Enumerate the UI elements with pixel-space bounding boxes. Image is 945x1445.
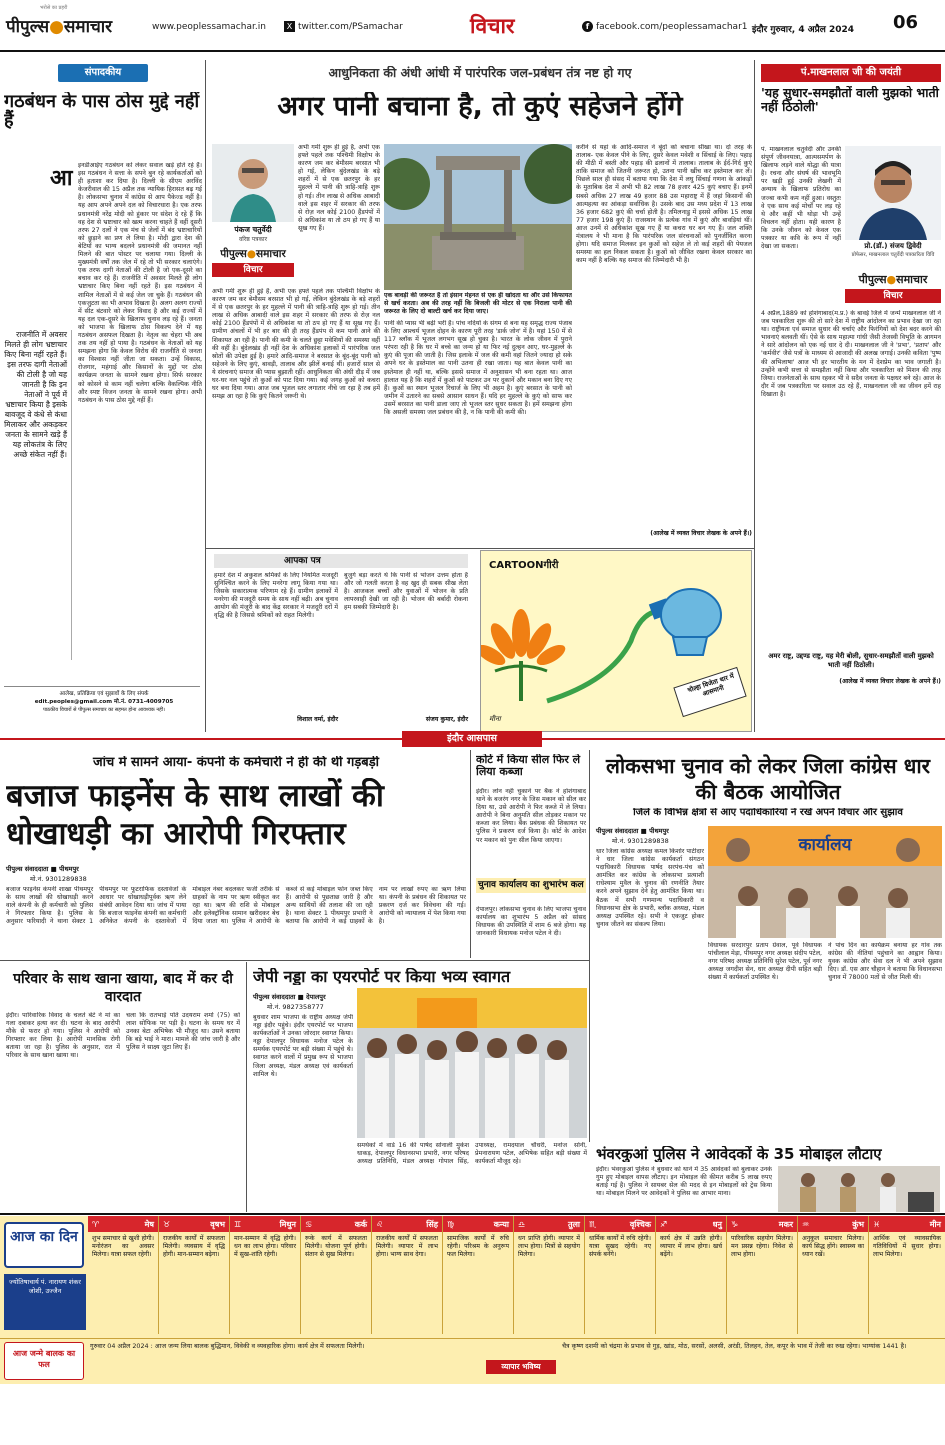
right-section-tag: पं.माखनलाल जी की जयंती — [761, 64, 941, 82]
zodiac-cancer — [301, 1216, 372, 1334]
zodiac-taurus — [159, 1216, 230, 1334]
page-number: 06 — [893, 12, 919, 33]
seal-sub-headline: चुनाव कार्यालय का शुभारंभ कल — [476, 878, 586, 893]
right-body1: पं. माखनलाल चतुर्वेदी और उनकी संपूर्ण जीवनयात्रा, आत्मसमर्पण के खिलाफ लड़ने वाले योद्धा की यात्रा है। रचना और संघर्ष की भावभूमि पर खड़ी हुई उनकी लेखनी में अन्याय के खिलाफ प्रतिरोध का जज्बा कभी कम नहीं हुआ। वस्तुतः वे एक साथ कई मोर्चों पर लड़ रहे थे और कहीं भी थोड़ा भी उन्हें विचलन नहीं होता। यही कारण है कि उनके जीवन को केवल एक पत्रकार या कवि के रूप में नहीं देखा जा सकता। — [761, 146, 841, 251]
horoscope-top-rule — [0, 1213, 945, 1215]
zodiac-gemini-icon: ♊ — [234, 1219, 242, 1229]
zodiac-gemini-header — [230, 1216, 300, 1232]
zodiac-cancer-name: कर्क — [354, 1219, 367, 1229]
editorial-footer-email[interactable]: edit.peoples@gmail.com मो.नं. 0731-4009705 — [34, 699, 174, 705]
birth-title: आज जन्मे बालक का फल — [12, 1349, 76, 1369]
nadda-byline: पीपुल्स संवाददाता ■ देपालपुर — [253, 993, 326, 1001]
zodiac-scorpio-icon: ♏ — [589, 1219, 597, 1229]
editorial-pullquote — [4, 330, 72, 660]
letter1-text: हमारे देश में अकुशल श्रमिकों के लिए नियमित मजदूरी सुनिश्चित करने के लिए मनरेगा लागू किया गया था। जिसके सकारात्मक परिणाम रहे हैं। ग्रामीण इलाकों में मनरेगा की मजदूरी समय के साथ नहीं बढ़ी। अब चुनाव आयोग की मंजूरी के बाद केंद्र सरकार ने मजदूरी दरों में वृद्धि की है जिससे श्रमिकों को राहत मिलेगी। — [214, 572, 338, 620]
zodiac-libra-header — [514, 1216, 584, 1232]
zodiac-pisces-icon: ♓ — [873, 1219, 881, 1229]
website-link[interactable]: www.peoplessamachar.in — [152, 22, 266, 32]
editorial-footer-contact — [4, 690, 204, 714]
seal-kicker: कोर्ट में किया सील फिर ले लिया कब्जा — [476, 754, 581, 778]
lead-article — [206, 58, 754, 548]
zodiac-leo — [372, 1216, 443, 1334]
right-badge-logo: पीपुल्स●समाचार — [858, 273, 928, 286]
local-bar-title: इंदौर आसपास — [402, 731, 542, 747]
zodiac-capricorn — [727, 1216, 798, 1334]
right-body2: 4 अप्रैल,1889 को होशंगाबाद(म.प्र.) के बावई जिले में जन्में माखनलाल जी ने जब पत्रकारिता शुरू की तो सारे देश में राष्ट्रीय आंदोलन का प्रभाव देखा जा रहा था। राष्ट्रीयता एवं समाज सुधार की चर्चाएं और फिरंगियों को देश बदर करने की भावनाएं बलवती थीं। ऐसे के साथ महात्मा गांधी जैसी तेजस्वी विभूति के आगमन ने सारे आंदोलन को एक नई धार दे दी। माखनलाल जी ने 'प्रभा', 'प्रताप' और 'कर्मवीर' जैसे पत्रों के माध्यम से आजादी की अलख जगाई। उनकी कविता 'पुष्प की अभिलाषा' आज भी हर भारतीय के मन में देशप्रेम का भाव जगाती है। उन्होंने कभी सत्ता से समझौता नहीं किया और पत्रकारिता को मिशन की तरह जिया। राजनेताओं के साथ रहकर भी वे सदैव जनता के पक्षधर बने रहे। आज के दौर में जब पत्रकारिता पर सवाल उठ रहे हैं, माखनलाल जी का जीवन हमें राह दिखाता है। — [761, 310, 941, 398]
zodiac-aquarius — [798, 1216, 869, 1334]
well-photo — [384, 144, 572, 290]
zodiac-aries-text: शुभ समाचार से खुशी होगी। मनोरंजन का अवसर मिलेगा। यात्रा सफल रहेगी। — [92, 1235, 154, 1258]
zodiac-virgo-text: सामाजिक कार्यों में रुचि रहेगी। परिश्रम के अनुरूप फल मिलेगा। — [447, 1235, 509, 1258]
lead-col2: पानी की प्यास भी बढ़ी भरी है। पांच नदियों के संगम से बना यह समृद्ध राज्य पंजाब के लिए आश्चर्य भूजल दोहन के कारण पूरी तरह 'डार्क जोन' में है। यहां 150 में से 117 ब्लॉक में भूजल लगभग सूख हो चुका है। भारत के लोक जीवन में पुराने परंपरा रही है कि घर में बच्चे का जन्म हो या फिर नई दुल्हन आए, घर-मुहल्ले के कुएं की पूजा की जाती है। जिस इलाके में जल की कमी वहां जितने ज्यादा हो सके अपने घर के इस्तेमाल का पानी उतना ही रखा जाता। यह बात केवल पानी का इस्तेमाल ही नहीं था, बल्कि इससे समाज में अनुशासन भी बना रहता था। आज हालात यह है कि शहरों में कुओं को पाटकर उन पर दुकानें और मकान बना दिए गए हैं। कुओं का स्थान भूजल रिचार्ज के लिए भी अहम है। कुएं बरसात के पानी को जमीन में उतारने का सबसे आसान साधन हैं। यदि हर मुहल्ले के कुएं को साफ कर उसमें बरसात का पानी डाला जाए तो भूजल स्तर सुधर सकता है। हमें समझना होगा कि असली समस्या जल प्रबंधन की है, न कि पानी की कमी की। — [384, 320, 572, 417]
zodiac-scorpio — [585, 1216, 656, 1334]
letters-top-rule — [206, 548, 754, 549]
zodiac-aquarius-name: कुंभ — [852, 1219, 864, 1229]
zodiac-libra-icon: ♎ — [518, 1219, 526, 1229]
zodiac-sagittarius — [656, 1216, 727, 1334]
letter2-text: बुजुर्ग बड़ा करते थे कि पानी से भोजन उत्तम होता है और जो गलती करता है वह खुद ही सबक सीख लेता है। आजकल बच्चों और युवाओं में भोजन के प्रति लापरवाही देखी जा रही है। भोजन की बर्बादी रोकना हम सबकी जिम्मेदारी है। — [344, 572, 468, 612]
bhawar-body: इंदौर। भंवरकुआं पुलिस ने बुधवार को थाने में 35 आवेदकों को बुलाकर उनके गुम हुए मोबाइल वापस लौटाए। इन मोबाइल की कीमत करीब 5 लाख रुपए बताई गई है। पुलिस ने सायबर सेल की मदद से इन मोबाइलों को ट्रेस किया था। मोबाइल मिलने पर आवेदकों ने पुलिस का आभार माना। — [596, 1166, 772, 1198]
birth-text: गुरुवार 04 अप्रैल 2024 : आज जन्म लिया बालक बुद्धिमान, विवेकी व व्यवहारिक होगा। कार्य क्षेत्र में सफलता मिलेगी। — [90, 1342, 365, 1350]
lead-paper-badge — [212, 247, 294, 283]
masthead-tagline: भरोसे का प्रहरी — [40, 5, 68, 11]
right-author-photo — [845, 146, 941, 240]
editorial-tag: संपादकीय — [58, 64, 148, 82]
dateline: इंदौर गुरुवार, 4 अप्रैल 2024 — [752, 25, 855, 35]
well-graphic — [384, 144, 572, 290]
zodiac-capricorn-text: पारिवारिक सहयोग मिलेगा। मन प्रसन्न रहेगा। निवेश से लाभ होगा। — [731, 1235, 793, 1258]
family-story — [0, 962, 246, 1212]
zodiac-capricorn-header — [727, 1216, 797, 1232]
congress-col3: ने पांच दिन का कार्यक्रम बनाया हर गांव तक कांग्रेस की नीतियां पहुंचाने का आह्वान किया। युवक कांग्रेस और सेवा दल ने भी अपने सुझाव दिए। डॉ. एस आर चौहान ने बताया कि विधानसभा चुनाव में 78000 मतों से जीत मिली थी। — [828, 942, 942, 982]
facebook-link[interactable]: facebook.com/peoplessamachar1 — [596, 22, 748, 32]
bhawar-headline: भंवरकुआं पुलिस ने आवेदकों के 35 मोबाइल लौटाए — [596, 1146, 882, 1163]
zodiac-sagittarius-name: धनु — [712, 1219, 722, 1229]
zodiac-leo-icon: ♌ — [376, 1219, 384, 1229]
zodiac-virgo — [443, 1216, 514, 1334]
editorial-body: इनडीआईए गठबंधन को लेकर सवाल खड़े होते रहे हैं। इस गठबंधन ने सत्ता के सपने बुन रहे कार्यकर्ताओं को ही हताशा कर दिया है। दिल्ली के सीएम अरविंद केजरीवाल की 15 अप्रैल तक न्यायिक हिरासत बढ़ गई है। लोकसभा चुनाव में कांग्रेस से आप पैकेज्ड नहीं है। यह आप अपने अपने दल को विचारधारा है। एक तरफ प्रधानमंत्री नरेंद्र मोदी को हुंकार पर संदेश दे रहे हैं कि वह देश से भ्रष्टाचार को खत्म करना चाहते हैं वहीं दूसरी तरफ 27 दलों ने एक मंच से जेलों में बंद भ्रष्टाचारियों को छुड़ाने का प्रण ले लिया है। मोदी द्वारा देश की बेटियों का भाग्य बदलने प्रधानमंत्री की जमानत नहीं मिलने की बात पोस्टर पर चलाया गया। दिल्ली के मुख्यमंत्री वर्षों तक जेल में रहे तो भी सरकार चलाएंगे। एक तरफ दागी नेताओं की टोली है जो एक-दूसरे का बचाव कर रहे हैं। राजनीति में अवसर मिलते ही लोग भ्रष्टाचार किए बिना नहीं रहते हैं। इस गठबंधन में शामिल नेताओं में से कई जेल जा चुके हैं। गठबंधन की एकजुटता का भी अभाव दिखता है। अलग अलग राज्यों में सीट बंटवारे को लेकर विवाद है और कई राज्यों में यह दल एक-दूसरे के खिलाफ चुनाव लड़ रहे हैं। जनता को भाजपा के खिलाफ ठोस विकल्प देने में यह गठबंधन असफल दिखता है। नेतृत्व का चेहरा भी अब तक तय नहीं हो पाया है। गठबंधन के नेताओं को यह समझना होगा कि केवल विरोध की राजनीति से जनता का विश्वास नहीं जीता जा सकता। उन्हें विकास, रोजगार, महंगाई और किसानों के मुद्दों पर ठोस कार्यक्रम जनता के सामने रखना होगा। सिर्फ सरकार को कोसने से काम नहीं चलेगा बल्कि वैकल्पिक नीति और स्पष्ट विजन जनता के सामने रखना होगा। अभी गठबंधन के पास ठोस मुद्दे नहीं हैं। — [78, 162, 202, 404]
zodiac-gemini-name: मिथुन — [279, 1219, 296, 1229]
zodiac-aries-header — [88, 1216, 158, 1232]
bajaj-byline: पीपुल्स संवाददाता ■ पीथमपुर — [6, 865, 79, 873]
cartoon-signature: मीना — [489, 715, 501, 723]
zodiac-pisces — [869, 1216, 945, 1334]
badge-section: विचार — [212, 263, 294, 277]
letter1-sign: विशाल वर्मा, इंदौर — [297, 716, 338, 723]
zodiac-taurus-text: राजकीय कार्यों में सफलता मिलेगी। व्यवसाय में वृद्धि होगी। मान-सम्मान बढ़ेगा। — [163, 1235, 225, 1258]
bhawar-police-graphic — [778, 1166, 940, 1212]
bajaj-kicker: जांच में सामने आया- कंपनी के कर्मचारी ने ही की थी गड़बड़ी — [92, 756, 380, 770]
right-poem: अमर राष्ट्र, उद्दण्ड राष्ट्र, यह मेरी बोली, सुधार-समझौतों वाली मुझको भाती नहीं ठिठोली। — [768, 652, 934, 669]
zodiac-pisces-header — [869, 1216, 945, 1232]
zodiac-aries — [88, 1216, 159, 1334]
right-author-portrait — [845, 146, 941, 240]
zodiac-scorpio-name: वृश्चिक — [629, 1219, 651, 1229]
nadda-phone: मो.नं. 9827358777 — [267, 1003, 324, 1011]
congress-story — [590, 750, 945, 1142]
cartoon-box — [480, 550, 752, 732]
zodiac-cancer-icon: ♋ — [305, 1219, 313, 1229]
badge-logo: पीपुल्स●समाचार — [220, 248, 286, 260]
zodiac-aries-name: मेष — [144, 1219, 154, 1229]
zodiac-cancer-header — [301, 1216, 371, 1232]
zodiac-scorpio-header — [585, 1216, 655, 1232]
right-footnote: (आलेख में व्यक्त विचार लेखक के अपने हैं।) — [839, 678, 941, 685]
editorial-column — [0, 58, 205, 733]
right-column — [755, 58, 945, 733]
zodiac-aquarius-icon: ♒ — [802, 1219, 810, 1229]
horoscope-author: ज्योतिषाचार्य पं. नारायण शंकर जोशी, उज्जैन — [4, 1274, 86, 1330]
family-top-rule — [0, 960, 589, 961]
nadda-headline: जेपी नड्डा का एयरपोर्ट पर किया भव्य स्वागत — [253, 968, 511, 986]
congress-headline: लोकसभा चुनाव को लेकर जिला कांग्रेस धार की बैठक आयोजित — [605, 754, 931, 804]
horoscope-bottom-fill — [0, 1384, 945, 1445]
zodiac-virgo-icon: ♍ — [447, 1219, 455, 1229]
letters-title: आपका पत्र — [214, 554, 468, 568]
editorial-footer-rule — [4, 686, 200, 687]
zodiac-capricorn-name: मकर — [778, 1219, 793, 1229]
market-text: चैत्र कृष्ण दशमी को चंद्रमा के प्रभाव से गुड़, खांड, मोठ, सरसों, अलसी, अरंडी, तिलहन, तेल, कपूर के भाव में तेजी का रुख रहेगा। भाग्यांक 1441 है। — [562, 1342, 907, 1350]
author-photo — [212, 144, 294, 222]
zodiac-taurus-icon: ♉ — [163, 1219, 171, 1229]
zodiac-sagittarius-icon: ♐ — [660, 1219, 668, 1229]
facebook-icon: f — [582, 21, 593, 32]
letter2-sign: संजय कुमार, इंदौर — [425, 716, 468, 723]
nadda-story — [247, 962, 589, 1212]
editorial-headline: गठबंधन के पास ठोस मुद्दे नहीं हैं — [4, 92, 200, 131]
seal-body: इंदौर। लोन नहीं चुकाने पर बैंक ने होशंगाबाद थाने के बजरंग नगर के जिस मकान को सील कर दिया था, उसे आरोपी ने फिर कब्जे में ले लिया। आरोपी ने बिना अनुमति सील तोड़कर मकान पर कब्जा कर लिया। बैंक प्रबंधक की शिकायत पर पुलिस ने प्रकरण दर्ज किया है। कोर्ट के आदेश पर मकान को पुनः सील किया जाएगा। — [476, 788, 586, 844]
nadda-col1: बुधवार शाम भाजपा के राष्ट्रीय अध्यक्ष जेपी नड्डा इंदौर पहुंचे। इंदौर एयरपोर्ट पर भाजपा कार्यकर्ताओं ने उनका जोरदार स्वागत किया। नड्डा देपालपुर विधायक मनोज पटेल के समर्थक एयरपोर्ट पर बड़ी संख्या में पहुंचे थे। स्वागत करने वालों में प्रमुख रूप से भाजपा जिला अध्यक्ष, मंडल अध्यक्ष एवं कार्यकर्ता शामिल थे। — [253, 1014, 353, 1078]
masthead — [0, 0, 945, 58]
zodiac-pisces-name: मीन — [929, 1219, 941, 1229]
zodiac-leo-header — [372, 1216, 442, 1232]
letters-box — [206, 550, 476, 732]
zodiac-virgo-header — [443, 1216, 513, 1232]
zodiac-libra-text: धन प्राप्ति होगी। व्यापार में लाभ होगा। मित्रों से सहयोग मिलेगा। — [518, 1235, 580, 1258]
section-title: विचार — [470, 14, 515, 38]
zodiac-cancer-text: रूके कार्य में सफलता मिलेगी। योजना पूर्ण होगी। संतान से सुख मिलेगा। — [305, 1235, 367, 1258]
congress-byline: पीपुल्स संवाददाता ■ पीथमपुर — [596, 827, 669, 835]
cartoon-title: CARTOONगीरी — [489, 560, 559, 571]
author-portrait-graphic — [212, 144, 294, 222]
zodiac-aries-icon: ♈ — [92, 1219, 100, 1229]
family-headline: परिवार के साथ खाना खाया, बाद में कर दी वारदात — [13, 971, 233, 1006]
right-badge-section: विचार — [845, 289, 941, 303]
zodiac-aquarius-text: अनुकूल समाचार मिलेगा। कार्य सिद्ध होंगे। स्वास्थ्य का ध्यान रखें। — [802, 1235, 864, 1258]
congress-subhead: जिले के विभिन्न क्षेत्रों से आए पदाधिकारियों ने रखे अपने विचार और सुझाव — [633, 808, 903, 818]
bajaj-phone: मो.नं. 9301289838 — [30, 875, 87, 883]
zodiac-libra — [514, 1216, 585, 1334]
seal-sub-body: देपालपुर। लोकसभा चुनाव के लिए भाजपा चुनाव कार्यालय का शुभारंभ 5 अप्रैल को सांसद विधायक की उपस्थिति में शाम 6 बजे होगा। यह जानकारी विधायक मनोज पटेल ने दी। — [476, 906, 586, 938]
family-col1: इंदौर। पारिवारिक विवाद के चलते बेटे ने मां का गला दबाकर हत्या कर दी। घटना के बाद आरोपी मौके से फरार हो गया। पुलिस ने आरोपी को गिरफ्तार कर लिया है। आरोपी मानसिक रोगी बताया जा रहा है। पुलिस के अनुसार, रात में परिवार के साथ खाना खाया था। — [6, 1012, 120, 1060]
author-role: वरिष्ठ पत्रकार — [238, 236, 268, 243]
lead-col1-top: अभी गर्मी शुरू ही हुई है, अभी एक हफ्ते पहले तक पश्चिमी विक्षोभ के कारण जम कर बेमौसम बरसात भी हो गई, लेकिन बुंदेलखंड के बड़े शहरों में से एक छतरपुर के हर मुहल्ले में पानी की त्राहि-त्राहि शुरू हो गई। तीन लाख से अधिक आबादी वाले इस शहर में सरकार की तरफ से रोज़ नल कोई 2100 हैंडपंपों में से अधिकांश या तो ठप हो गए हैं या सूख गए हैं। — [298, 144, 380, 232]
editorial-dropcap: आ — [50, 166, 73, 191]
zodiac-gemini — [230, 1216, 301, 1334]
right-author-name: प्रो.(डॉ.) संजय द्विवेदी — [864, 242, 922, 250]
right-author-role: प्रोफेसर, माखनलाल चतुर्वेदी पत्रकारिता विवि — [851, 252, 935, 258]
editorial-footer-disclaimer: पाठकीय विचारों से पीपुल्स समाचार का सहमत होना आवश्यक नहीं। — [43, 707, 165, 713]
twitter-link[interactable]: twitter.com/PSamachar — [298, 22, 403, 32]
nadda-crowd-graphic — [357, 988, 587, 1138]
right-paper-badge — [845, 272, 941, 306]
zodiac-libra-name: तुला — [567, 1219, 580, 1229]
nadda-photo — [357, 988, 587, 1138]
zodiac-virgo-name: कन्या — [493, 1219, 509, 1229]
bajaj-headline: बजाज फाइनेंस के साथ लाखों की धोखाधड़ी का आरोपी गिरफ्तार — [6, 778, 384, 852]
family-col2: चला कि रातभाई पति उदयराम शर्मा (75) को लाश सोफिक पर पड़ी है। घटना के समय घर में उनका बेटा अभिषेक भी मौजूद था। उसने बताया कि बड़े भाई ने मारा। मामले की जांच जारी है और पुलिस ने साक्ष्य जुटा लिए हैं। — [126, 1012, 240, 1052]
lead-headline: अगर पानी बचाना है, तो कुएं सहेजने होंगे — [277, 92, 683, 122]
cartoon-glove-label: चोल्हा विजेता धार में आसमानी — [686, 671, 735, 698]
congress-col2: विधायक सरदारपुर प्रताप ग्रेवाल, पूर्व विधायक पांचीलाल मेड़ा, पीथमपुर नगर अध्यक्ष संदीप पटेल, नगर परिषद अध्यक्ष प्रतिनिधि सुरेश पटेल, पूर्व नगर अध्यक्ष जगदीश सेन, धार अध्यक्ष दीपी सहित बड़ी संख्या में कार्यकर्ता उपस्थित थे। — [708, 942, 822, 982]
horoscope-footer-rule — [0, 1338, 945, 1339]
seal-story — [471, 750, 589, 958]
bhawar-story — [590, 1142, 945, 1214]
lead-col1: अभी गर्मी शुरू ही हुई है, अभी एक हफ्ते पहले तक पश्चिमी विक्षोभ के कारण जम कर बेमौसम बरसात भी हो गई, लेकिन बुंदेलखंड के बड़े शहरों में से एक छतरपुर के हर मुहल्ले में पानी की त्राहि-त्राहि शुरू हो गई। तीन लाख से अधिक आबादी वाले इस शहर में सरकार की तरफ से रोज़ नल कोई 2100 हैंडपंपों में से अधिकांश या तो ठप हो गए हैं या सूख गए हैं। ग्रामीण अंचलों में भी हर बार की ही तरह हैंडपंप से कम पानी आने की शिकायत आ रही है। पानी की कमी के चलते छुट्टा मवेशियों की समस्या वहीं की वहीं है। बुंदेलखंड ही नहीं देश के अधिकांश इलाकों में पारंपरिक जल स्रोतों की उपेक्षा हुई है। हमारे आदि-समाज ने बरसात के बूंद-बूंद पानी को सहेजने के लिए कुएं, बावड़ी, तालाब और झीलें बनाई थीं। हजारों साल से ये संरचनाएं समाज की प्यास बुझाती रहीं। आधुनिकता की अंधी दौड़ में जब घर-घर नल पहुंचे तो कुओं को पाट दिया गया। कई जगह कुओं को कचरा घर बना दिया गया। आज जब भूजल स्तर लगातार नीचे जा रहा है तब हमें समझ आ रहा है कि कुएं कितने जरूरी थे। — [212, 288, 380, 401]
zodiac-taurus-header — [159, 1216, 229, 1232]
masthead-logo: पीपुल्स●समाचार — [6, 17, 113, 37]
horoscope-title-box — [4, 1222, 84, 1268]
bajaj-body: बजाज फाइनेंस कंपनी शाखा पीथमपुर के साथ लाखों की धोखाधड़ी करने वाले कंपनी के ही कर्मचारी को पुलिस ने गिरफ्तार किया है। पुलिस के अनुसार फरियादी ने थाना सेक्टर 1 पीथमपुर पर फूटराफिक दस्तावेजों के आधार पर धोखाधड़ीपूर्वक ऋण लेने संबंधी आवेदन दिया था। जांच में पाया कि बजाज फाइनेंस कंपनी का कर्मचारी अनिकेत कंपनी के दस्तावेजों में मोबाइल नंबर बदलकर फर्जी तरीके से ग्राहकों के नाम पर ऋण स्वीकृत कर रहा था। ऋण की राशि से मोबाइल और इलेक्ट्रॉनिक सामान खरीदकर बेच दिया जाता था। पुलिस ने आरोपी के कब्जे से कई मोबाइल फोन जब्त किए हैं। आरोपी से पूछताछ जारी है और अन्य साथियों की तलाश की जा रही है। थाना सेक्टर 1 पीथमपुर प्रभारी ने बताया कि आरोपी ने कई ग्राहकों के नाम पर लाखों रुपए का ऋण लिया था। कंपनी के प्रबंधन की शिकायत पर प्रकरण दर्ज कर विवेचना की गई। आरोपी को न्यायालय में पेश किया गया है। — [6, 886, 466, 926]
congress-phone: मो.नं. 9301289838 — [612, 837, 669, 845]
congress-office-sign: कार्यालय — [798, 835, 852, 855]
right-headline: 'यह सुधार-समझौतों वाली मुझको भाती नहीं ठिठोली' — [761, 86, 939, 113]
cartoon-illustration — [481, 551, 753, 733]
zodiac-leo-text: राजकीय कार्यों में सफलता मिलेगी। व्यापार में लाभ होगा। भाग्य साथ देगा। — [376, 1235, 438, 1258]
x-icon: X — [284, 21, 295, 32]
zodiac-leo-name: सिंह — [426, 1219, 438, 1229]
bhawar-photo — [778, 1166, 940, 1212]
horoscope-section — [0, 1216, 945, 1445]
zodiac-sagittarius-text: कार्य क्षेत्र में उन्नति होगी। व्यापार में लाभ होगा। खर्च बढ़ेंगे। — [660, 1235, 722, 1258]
nadda-col2: समर्थकों में वार्ड 16 की पार्षद सोनाली मुकेश धाकड़, देपालपुर विधानसभा प्रभारी, नगर परिषद अध्यक्ष प्रतिनिधि, मंडल अध्यक्ष गोपाल सिंह, उपाध्यक्ष, रामदयाल चौधरी, मनोज सोनी, प्रेमनारायण पटेल, अभिषेक सहित बड़ी संख्या में कार्यकर्ता मौजूद रहे। — [357, 1142, 587, 1166]
zodiac-capricorn-icon: ♑ — [731, 1219, 739, 1229]
zodiac-gemini-text: मान-सम्मान में वृद्धि होगी। धन का लाभ होगा। परिवार में सुख-शांति रहेगी। — [234, 1235, 296, 1258]
author-name: पंकज चतुर्वेदी — [234, 225, 272, 234]
bajaj-story — [0, 750, 470, 958]
zodiac-pisces-text: आर्थिक एवं व्यावसायिक गतिविधियों में सुधार होगा। लाभ मिलेगा। — [873, 1235, 941, 1258]
zodiac-taurus-name: वृषभ — [210, 1219, 225, 1229]
zodiac-aquarius-header — [798, 1216, 868, 1232]
birth-box — [4, 1342, 84, 1380]
lead-footnote: (आलेख में व्यक्त विचार लेखक के अपने हैं।) — [650, 530, 752, 537]
masthead-divider — [0, 50, 945, 52]
horoscope-title: आज का दिन — [10, 1229, 78, 1245]
lead-kicker: आधुनिकता की अंधी आंधी में पारंपरिक जल-प्रबंधन तंत्र नष्ट हो गए — [328, 66, 632, 80]
editorial-footer-line1: आलेख, प्रतिक्रिया एवं सुझावों के लिए संपर्क — [59, 691, 149, 697]
well-caption: एक बावड़ी की जरूरत है तो इंसान मेहनत से एक ही खोदता था और उसे किफायत से खर्च करता। अब की तरह नहीं कि बिजली की मोटर से एक निराला पानी की जरूरत के लिए दो बाल्टी खर्च कर दिया जाए। — [384, 292, 572, 316]
lead-col3: करीने से यहां के आदि-समाज ने बूंदों को बचाना सीखा था। दो तरह के तालाब- एक केवल पीने के लिए, दूसरे केवल मवेशी व सिंचाई के लिए। पहाड़ की मीठी में बस्ती और पहाड़ की ढलानों में तालाब। तालाब के ईर्द-गिर्द कुएं ताकि समाज को जितनी जरूरत हो, उतना पानी खींच कर इस्तेमाल कर लें। पिछले साल ही संसद में बताया गया कि देश में लघु सिंचाई गणना के आंकड़ों के मुताबिक देश में अभी भी 82 लाख 78 हजार 425 कुएं बचाए हैं। इनमें सबसे अधिक 27 लाख 49 हजार 88 उस महाराष्ट्र में हैं जहां किसानों की आत्महत्या का आंकड़ा सर्वाधिक है। उसके बाद उस मध्य प्रदेश में 13 लाख 36 हजार 682 कुएं की चर्चा होती है। तमिलनाडु में इससे अधिक 15 लाख 77 हजार 198 कुएं हैं। राजस्थान के प्रत्येक गांव में कुएं और बावड़ियां थीं। आज उनमें से अधिकांश सूख गए हैं या कचरा घर बन गए हैं। जल शक्ति मंत्रालय ने भी माना है कि पारंपरिक जल संरचनाओं को पुनर्जीवित करना होगा। यदि समाज मिलकर इन कुओं को सहेज ले तो कई शहरों की पेयजल समस्या का हल निकल सकता है। कुओं को जीवित रखना केवल सरकार का काम नहीं है बल्कि यह समाज की जिम्मेदारी भी है। — [576, 144, 752, 265]
zodiac-scorpio-text: धार्मिक कार्यों में रुचि रहेगी। यात्रा सुखद रहेगी। नए संपर्क बनेंगे। — [589, 1235, 651, 1258]
pullquote-text: राजनीति में अवसर मिलते ही लोग भ्रष्टाचार किए बिना नहीं रहते हैं। इस तरफ दागी नेताओं की टोली है जो यह जानती है कि इन नेताओं ने पूर्व में भ्रष्टाचार किया है इसके बावजूद वे कंधे से कंधा मिलाकर और अकड़कर जनता के सामने खड़े हैं यह लोकतंत्र के लिए अच्छे संकेत नहीं हैं। — [4, 330, 67, 459]
zodiac-sagittarius-header — [656, 1216, 726, 1232]
congress-col1: धार जिला कांग्रेस अध्यक्ष कमल किशोर पाटीदार ने धार जिला कांग्रेस कार्यकर्ता संगठन पदाधिकारी विधायक पार्षद सरपंच-पंच को आमंत्रित कर कांग्रेस के लोकसभा प्रत्याशी राधेश्याम मुवैल के चुनाव की रणनीति तैयार करने अपने सुझाव देने हेतु आमंत्रित किया था। बैठक में सभी गणमान्य पदाधिकारी व विधानसभा क्षेत्र के प्रभारी, ब्लॉक अध्यक्ष, मंडल अध्यक्ष उपस्थित रहे। सभी ने एकजुट होकर चुनाव जीतने का संकल्प लिया। — [596, 848, 704, 928]
market-tag: व्यापार भविष्य — [486, 1360, 556, 1374]
zodiac-grid — [88, 1216, 945, 1336]
